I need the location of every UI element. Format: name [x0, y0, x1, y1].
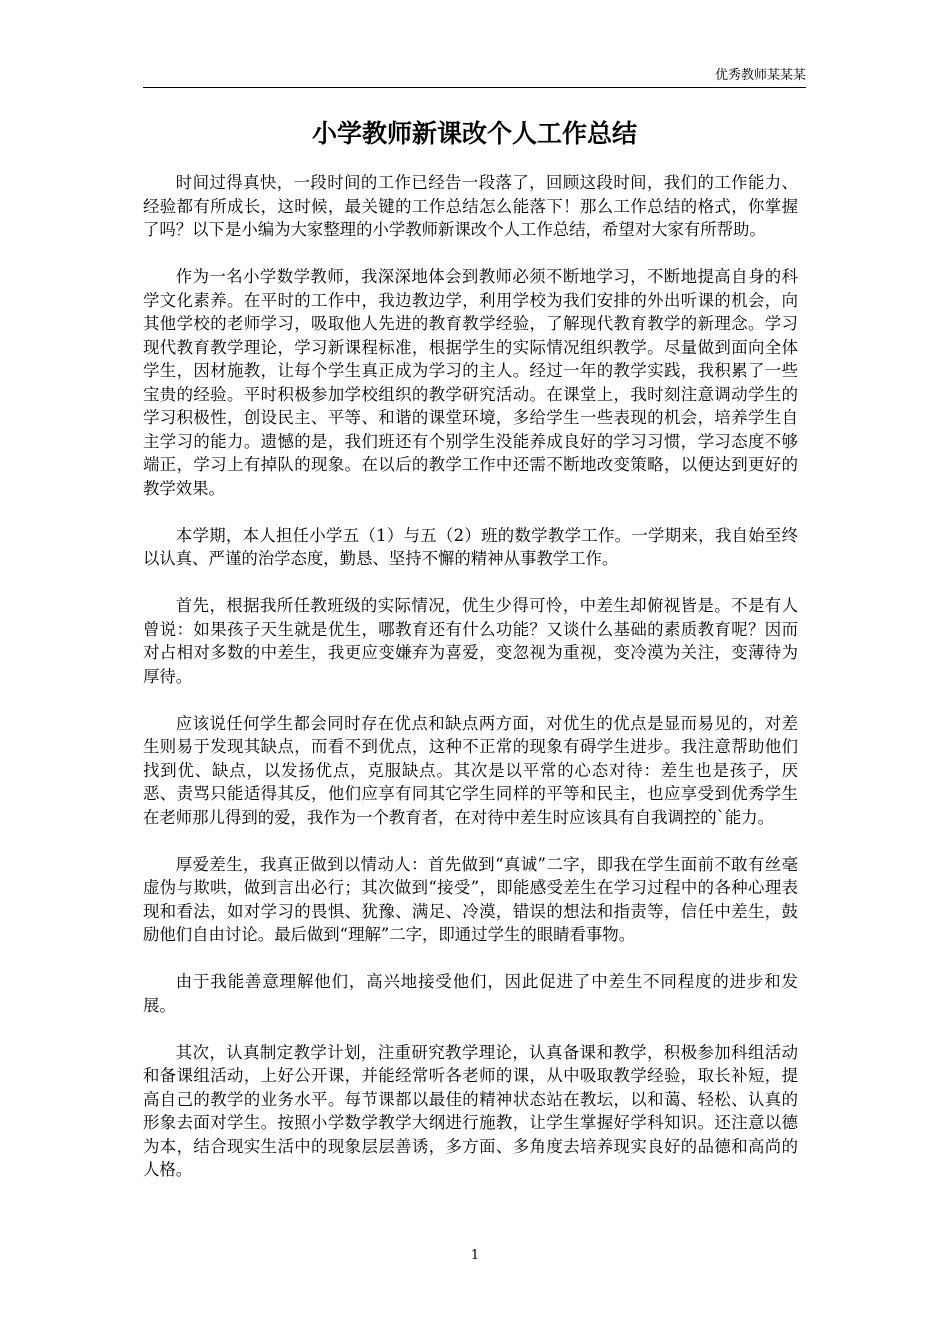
document-body — [143, 171, 798, 1205]
paragraph-7: 由于我能善意理解他们，高兴地接受他们，因此促进了中差生不同程度的进步和发展。 — [143, 972, 798, 1015]
paragraph-5: 应该说任何学生都会同时存在优点和缺点两方面，对优生的优点是显而易见的，对差生则易于发现其缺点，而看不到优点，这种不正常的现象有碍学生进步。我注意帮助他们找到优、缺点，以发扬优点，克服缺点。其次是以平常的心态对待：差生也是孩子，厌恶、责骂只能适得其反，他们应享有同其它学生同样的平等和民主，也应享受到优秀学生在老师那儿得到的爱，我作为一个教育者，在对待中差生时应该具有自我调控的`能力。 — [143, 713, 798, 827]
paragraph-1: 时间过得真快，一段时间的工作已经告一段落了，回顾这段时间，我们的工作能力、经验都有所成长，这时候，最关键的工作总结怎么能落下！那么工作总结的格式，你掌握了吗？以下是小编为大家整理的小学教师新课改个人工作总结，希望对大家有所帮助。 — [143, 173, 798, 239]
page-header: 优秀教师某某某 — [714, 68, 806, 83]
paragraph-4: 首先，根据我所任教班级的实际情况，优生少得可怜，中差生却俯视皆是。不是有人曾说：如果孩子天生就是优生，哪教育还有什么功能？又谈什么基础的素质教育呢？因而对占相对多数的中差生，我更应变嫌弃为喜爱，变忽视为重视，变冷漠为关注，变薄待为厚待。 — [143, 596, 798, 686]
paragraph-6: 厚爱差生，我真正做到以情动人：首先做到“真诚”二字，即我在学生面前不敢有丝毫虚伪与欺哄，做到言出必行；其次做到“接受”，即能感受差生在学习过程中的各种心理表现和看法，如对学习的畏惧、犹豫、满足、冷漠，错误的想法和指责等，信任中差生，鼓励他们自由讨论。最后做到“理解”二字，即通过学生的眼睛看事物。 — [143, 854, 798, 944]
page-number: 1 — [470, 1248, 480, 1263]
document-title: 小学教师新课改个人工作总结 — [311, 119, 637, 148]
paragraph-2: 作为一名小学数学教师，我深深地体会到教师必须不断地学习，不断地提高自身的科学文化素养。在平时的工作中，我边教边学，利用学校为我们安排的外出听课的机会，向其他学校的老师学习，吸取他人先进的教育教学经验，了解现代教育教学的新理念。学习现代教育教学理论，学习新课程标准，根据学生的实际情况组织教学。尽量做到面向全体学生，因材施教，让每个学生真正成为学习的主人。经过一年的教学实践，我积累了一些宝贵的经验。平时积极参加学校组织的教学研究活动。在课堂上，我时刻注意调动学生的学习积极性，创设民主、平等、和谐的课堂环境，多给学生一些表现的机会，培养学生自主学习的能力。遗憾的是，我们班还有个别学生没能养成良好的学习习惯，学习态度不够端正，学习上有掉队的现象。在以后的教学工作中还需不断地改变策略，以便达到更好的教学效果。 — [143, 267, 798, 498]
paragraph-8: 其次，认真制定教学计划，注重研究教学理论，认真备课和教学，积极参加科组活动和备课组活动，上好公开课，并能经常听各老师的课，从中吸取教学经验，取长补短，提高自己的教学的业务水平。每节课都以最佳的精神状态站在教坛，以和蔼、轻松、认真的形象去面对学生。按照小学数学教学大纲进行施教，让学生掌握好学科知识。还注意以德为本，结合现实生活中的现象层层善诱，多方面、多角度去培养现实良好的品德和高尚的人格。 — [143, 1042, 798, 1179]
header-divider — [143, 87, 806, 88]
paragraph-3: 本学期，本人担任小学五（1）与五（2）班的数学教学工作。一学期来，我自始至终以认真、严谨的治学态度，勤恳、坚持不懈的精神从事教学工作。 — [143, 525, 798, 568]
